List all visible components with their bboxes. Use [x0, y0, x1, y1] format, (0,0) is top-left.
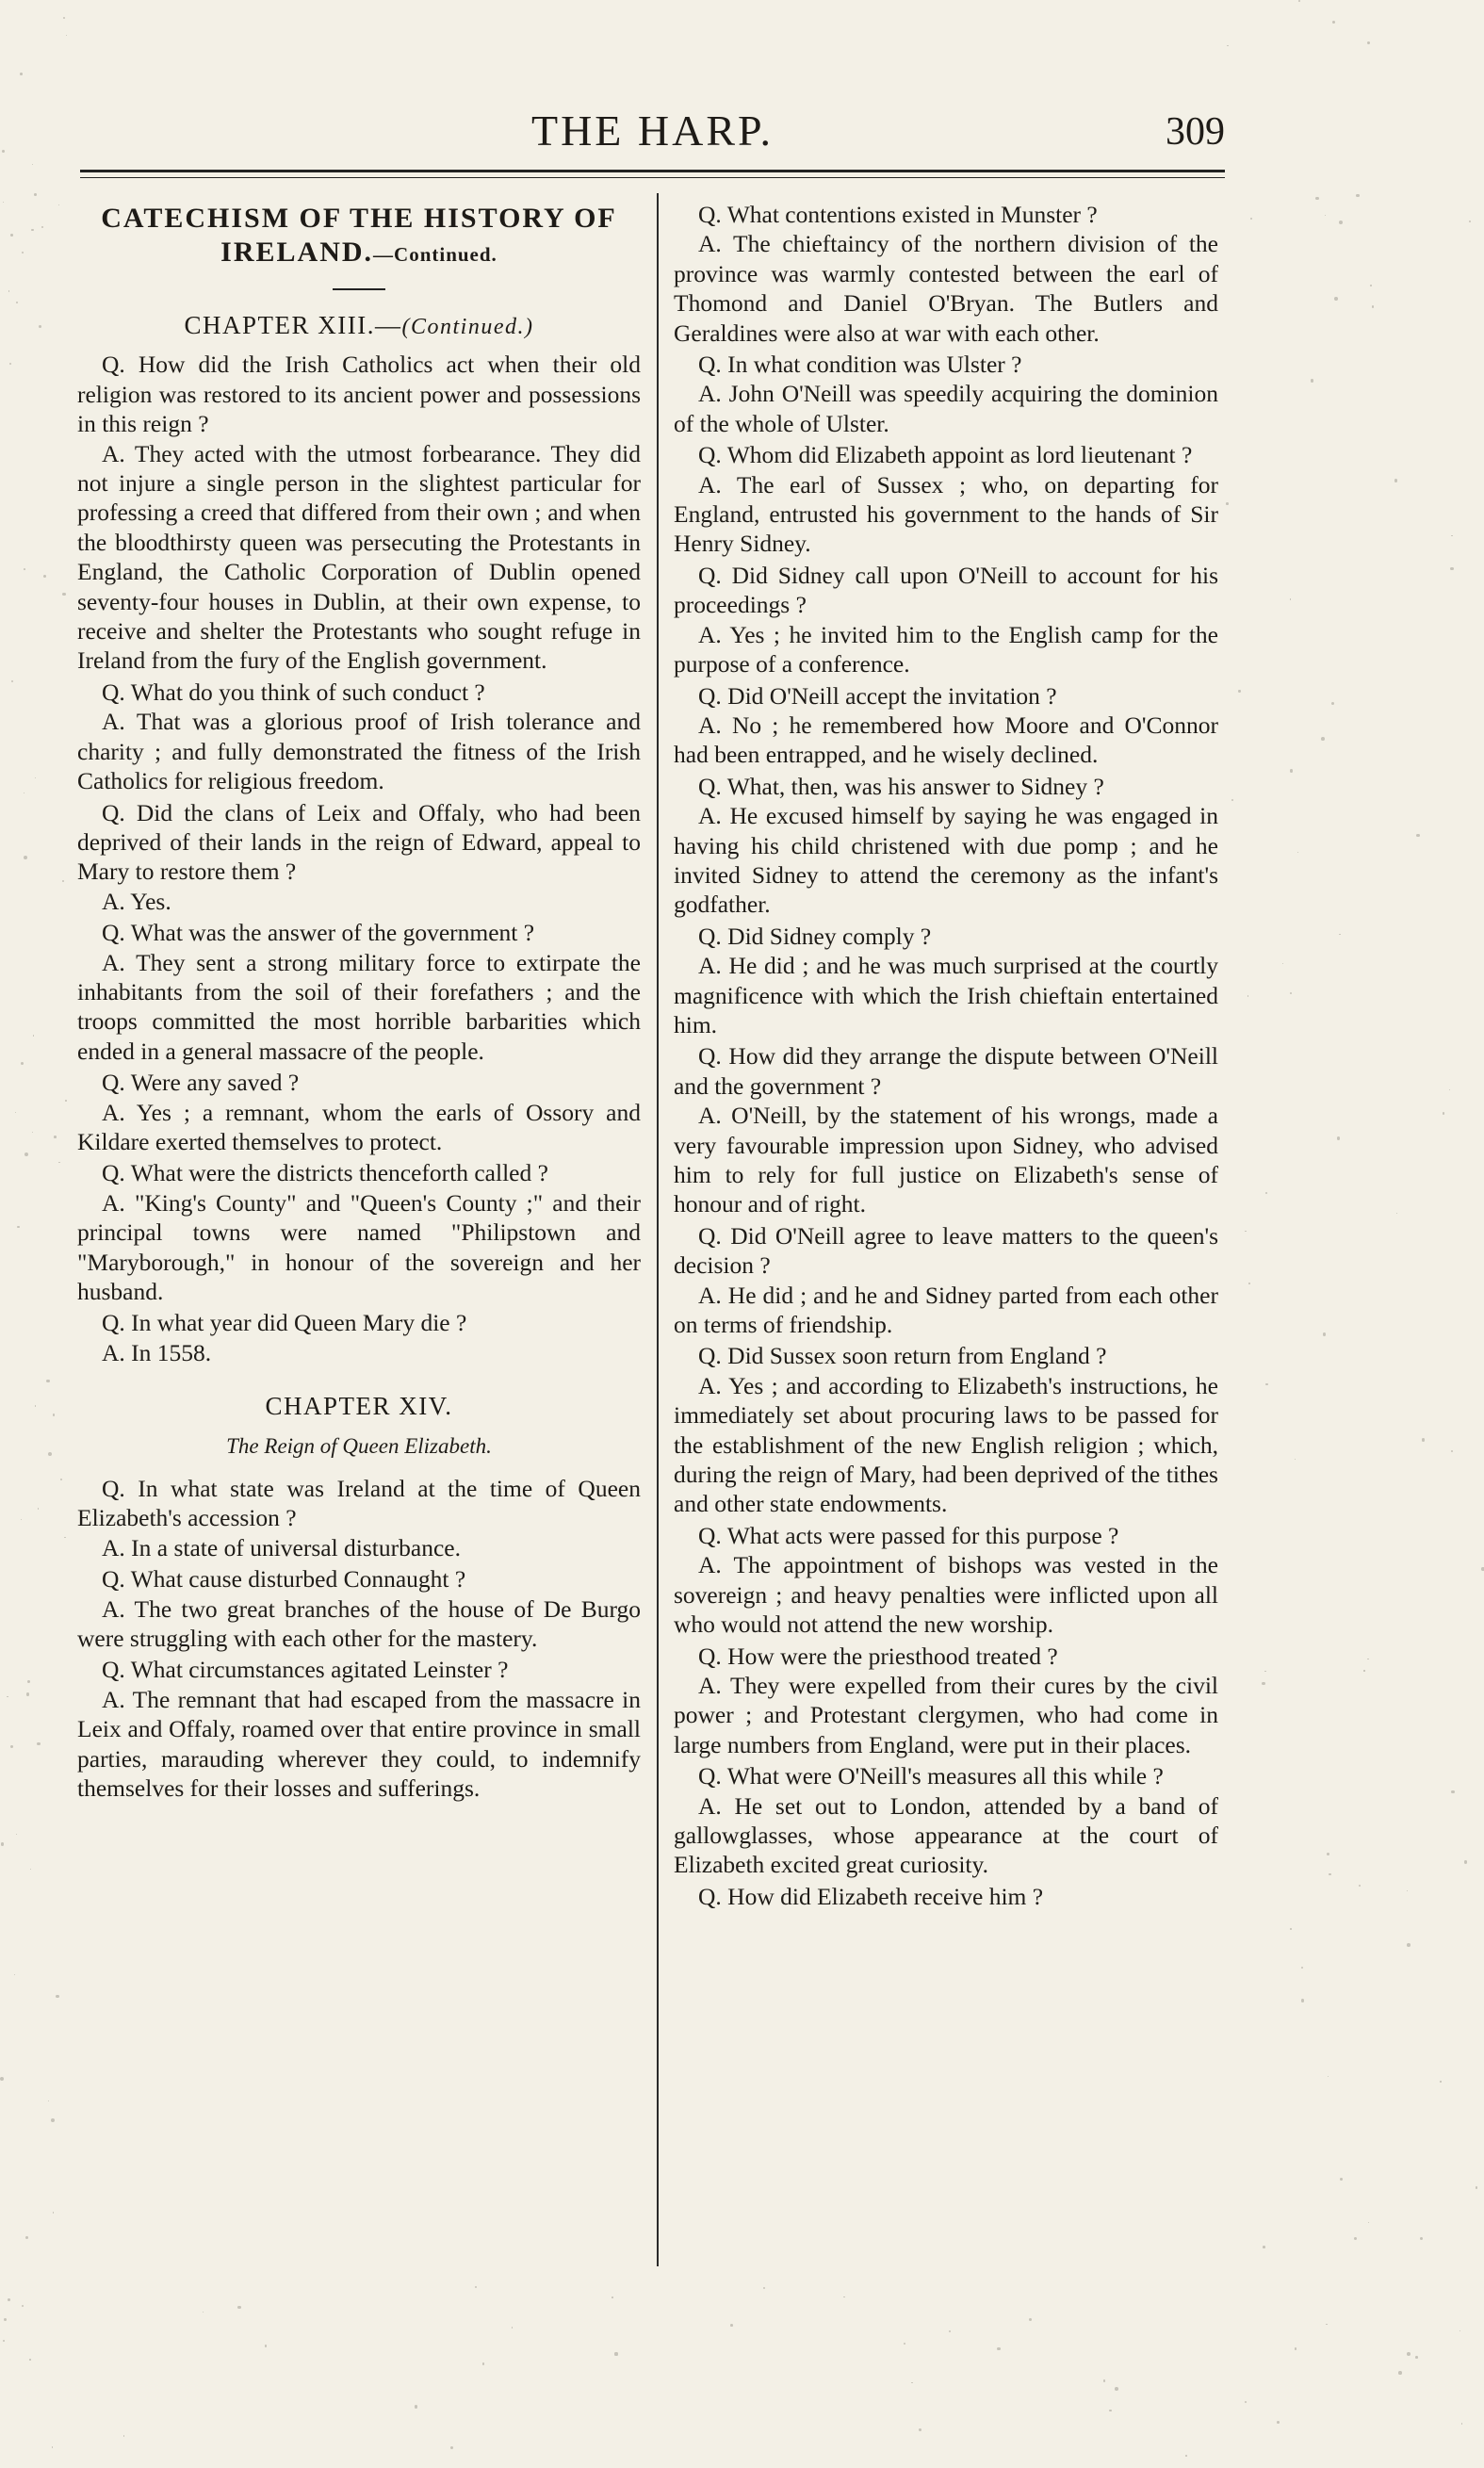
- answer-paragraph: A. Yes.: [102, 887, 171, 915]
- question-paragraph: Q. How were the priesthood treated ?: [698, 1642, 1058, 1670]
- speckle: [1329, 1873, 1331, 1876]
- speckle: [1245, 1231, 1247, 1233]
- answer-paragraph: A. That was a glorious proof of Irish tolerance and charity ; and fully demonstrated the fitness of the Irish Catholics for religious freedom.: [77, 708, 641, 795]
- speckle: [32, 1132, 33, 1133]
- speckle: [1476, 2186, 1477, 2188]
- speckle: [1451, 535, 1452, 536]
- question-paragraph: Q. In what condition was Ulster ?: [698, 351, 1022, 379]
- speckle: [1469, 221, 1471, 222]
- left-qa-list-2: [77, 1474, 641, 1803]
- speckle: [1238, 690, 1240, 692]
- speckle: [26, 1692, 29, 1695]
- speckle: [1407, 1890, 1408, 1891]
- speckle: [20, 73, 23, 75]
- speckle: [21, 1062, 24, 1066]
- speckle: [763, 2287, 765, 2289]
- column-divider: [657, 193, 659, 2266]
- question-paragraph: Q. Did O'Neill agree to leave matters to the queen's decision ?: [674, 1221, 1218, 1280]
- header-rule-thick: [80, 170, 1225, 172]
- answer-paragraph: A. Yes ; a remnant, whom the earls of Ossory and Kildare exerted themselves to protect.: [77, 1098, 641, 1155]
- speckle: [1328, 2076, 1329, 2077]
- speckle: [60, 1479, 62, 1480]
- question-paragraph: Q. What contentions existed in Munster ?: [698, 201, 1098, 228]
- speckle: [1248, 1283, 1250, 1284]
- speckle: [1323, 1332, 1327, 1336]
- speckle: [63, 17, 65, 19]
- speckle: [1290, 992, 1293, 995]
- speckle: [1227, 45, 1229, 47]
- question-paragraph: Q. What, then, was his answer to Sidney ?: [698, 772, 1104, 800]
- header-rule-thin: [80, 177, 1225, 178]
- article-title-line1: CATECHISM OF THE HISTORY OF: [101, 203, 617, 234]
- speckle: [1367, 41, 1370, 44]
- answer-paragraph: A. The remnant that had escaped from the massacre in Leix and Offaly, roamed over that entire province in small parties, marauding wherever they could, to indemnify themselves for their losses and sufferings.: [77, 1685, 641, 1803]
- question-paragraph: Q. How did Elizabeth receive him ?: [698, 1882, 1044, 1910]
- speckle: [1326, 2324, 1328, 2326]
- speckle: [2, 150, 5, 153]
- speckle: [33, 1035, 35, 1037]
- speckle: [1301, 1999, 1304, 2002]
- answer-paragraph: A. In 1558.: [102, 1338, 212, 1366]
- answer-paragraph: A. The chieftaincy of the northern division of the province was warmly contested between the earl of Thomond and Daniel O'Bryan. The Butlers and Geraldines were also at war with each other.: [674, 230, 1218, 347]
- speckle: [1315, 197, 1319, 201]
- speckle: [1282, 963, 1283, 964]
- speckle: [1226, 502, 1229, 505]
- speckle: [1363, 1670, 1364, 1671]
- speckle: [949, 2330, 951, 2332]
- speckle: [24, 568, 25, 570]
- chapter-14-subtitle: The Reign of Queen Elizabeth.: [226, 1433, 492, 1458]
- speckle: [10, 1745, 13, 1748]
- question-paragraph: Q. In what year did Queen Mary die ?: [102, 1309, 467, 1337]
- speckle: [1332, 21, 1335, 24]
- speckle: [1301, 1967, 1303, 1969]
- speckle: [51, 2118, 55, 2122]
- speckle: [1311, 379, 1313, 382]
- chapter-14-heading: CHAPTER XIV.: [265, 1392, 453, 1421]
- speckle: [1295, 1459, 1296, 1460]
- speckle: [1416, 834, 1420, 838]
- right-column: [674, 198, 1218, 2262]
- answer-paragraph: A. He did ; and he and Sidney parted from each other on terms of friendship.: [674, 1281, 1218, 1339]
- speckle: [34, 193, 37, 196]
- answer-paragraph: A. They acted with the utmost forbearance. They did not injure a single person in the slightest particular for professing a creed that differed from their own ; and when the bloodthirsty queen was persecuting the Protestants in England, the Catholic Corporation of Dublin opened seventy-four houses in Dublin, at their own expense, to receive and shelter the Protestants who sought refuge in Ireland from the fury of the English government.: [77, 439, 641, 675]
- question-paragraph: Q. Did Sussex soon return from England ?: [698, 1342, 1107, 1370]
- speckle: [39, 325, 41, 328]
- speckle: [1325, 215, 1326, 216]
- question-paragraph: Q. In what state was Ireland at the time of Queen Elizabeth's accession ?: [77, 1475, 641, 1532]
- chapter-13-title: CHAPTER XIII.—: [184, 311, 402, 339]
- speckle: [37, 1742, 40, 1745]
- speckle: [1295, 2347, 1297, 2350]
- speckle: [1263, 2246, 1265, 2248]
- speckle: [1290, 1928, 1292, 1930]
- speckle: [1354, 2237, 1357, 2240]
- speckle: [17, 1226, 20, 1229]
- speckle: [1337, 1136, 1341, 1140]
- left-qa-list: [77, 350, 641, 1367]
- running-head: [80, 106, 1225, 162]
- speckle: [7, 1696, 8, 1698]
- speckle: [46, 1380, 49, 1382]
- speckle: [31, 229, 33, 231]
- speckle: [41, 226, 43, 228]
- answer-paragraph: A. John O'Neill was speedily acquiring the dominion of the whole of Ulster.: [674, 380, 1218, 437]
- article-title-line2: IRELAND.: [220, 237, 374, 268]
- speckle: [1420, 2237, 1423, 2240]
- speckle: [415, 2405, 418, 2409]
- speckle: [54, 1136, 57, 1138]
- speckle: [1265, 1383, 1267, 1385]
- speckle: [1265, 1192, 1267, 1194]
- speckle: [475, 2286, 477, 2288]
- speckle: [35, 1405, 37, 1407]
- speckle: [25, 2236, 28, 2239]
- answer-paragraph: A. O'Neill, by the statement of his wrongs, made a very favourable impression upon Sidney, who advised him to rely for full justice on Elizabeth's sense of honour and of right.: [674, 1102, 1218, 1218]
- speckle: [1407, 2352, 1411, 2356]
- speckle: [9, 363, 11, 365]
- answer-paragraph: A. Yes ; and according to Elizabeth's instructions, he immediately set about procuring laws to be passed for the establishment of the new English religion ; which, during the reign of Mary, had been deprived of the tithes and other state endowments.: [674, 1371, 1218, 1518]
- question-paragraph: Q. Did O'Neill accept the invitation ?: [698, 681, 1057, 710]
- article-continued: —Continued.: [373, 243, 497, 266]
- speckle: [1440, 2081, 1441, 2082]
- question-paragraph: Q. Did Sidney call upon O'Neill to account for his proceedings ?: [674, 561, 1218, 619]
- answer-paragraph: A. The two great branches of the house of De Burgo were struggling with each other for the mastery.: [77, 1594, 641, 1653]
- speckle: [1443, 1112, 1444, 1114]
- speckle: [29, 2359, 31, 2361]
- speckle: [1029, 2318, 1032, 2321]
- speckle: [1451, 1450, 1453, 1452]
- speckle: [1464, 1860, 1468, 1864]
- speckle: [1334, 297, 1338, 301]
- speckle: [8, 290, 10, 292]
- speckle: [512, 2327, 514, 2329]
- speckle: [1359, 1885, 1361, 1887]
- answer-paragraph: A. They sent a strong military force to extirpate the inhabitants from the soil of their forefathers ; and the troops committed the most horrible barbarities which ended in a general massacre of the people.: [77, 948, 641, 1065]
- speckle: [1407, 1943, 1411, 1947]
- speckle: [1109, 2410, 1112, 2412]
- answer-paragraph: A. Yes ; he invited him to the English camp for the purpose of a conference.: [674, 620, 1218, 678]
- speckle: [48, 2100, 49, 2101]
- speckle: [1356, 194, 1360, 198]
- speckle: [1331, 702, 1334, 705]
- speckle: [1372, 305, 1374, 307]
- speckle: [11, 680, 13, 682]
- article-title: [77, 202, 641, 271]
- speckle: [66, 35, 67, 36]
- speckle: [1297, 852, 1299, 854]
- speckle: [1, 1842, 5, 1846]
- speckle: [1422, 1438, 1425, 1441]
- speckle: [16, 1834, 17, 1835]
- chapter-13-continued: (Continued.): [401, 315, 534, 339]
- speckle: [1451, 1790, 1454, 1793]
- speckle: [203, 2312, 204, 2313]
- answer-paragraph: A. He set out to London, attended by a band of gallowglasses, whose appearance at the court of Elizabeth excited great curiosity.: [674, 1791, 1218, 1879]
- speckle: [1461, 2423, 1463, 2425]
- speckle: [1245, 2401, 1248, 2404]
- running-title: THE HARP.: [530, 106, 775, 155]
- speckle: [904, 2343, 905, 2345]
- answer-paragraph: A. No ; he remembered how Moore and O'Connor had been entrapped, and he wisely declined.: [674, 711, 1218, 769]
- speckle: [53, 1414, 56, 1416]
- speckle: [997, 2347, 1000, 2350]
- speckle: [1231, 799, 1233, 801]
- answer-paragraph: A. The appointment of bishops was vested in the sovereign ; and heavy penalties were inflicted upon all who would not attend the new worship.: [674, 1551, 1218, 1639]
- speckle: [8, 2298, 10, 2301]
- speckle: [58, 204, 59, 205]
- question-paragraph: Q. What circumstances agitated Leinster ?: [102, 1656, 509, 1684]
- speckle: [1450, 567, 1453, 570]
- question-paragraph: Q. Did the clans of Leix and Offaly, who had been deprived of their lands in the reign of Edward, appeal to Mary to restore them ?: [77, 798, 641, 886]
- speckle: [3, 202, 4, 203]
- speckle: [1298, 0, 1300, 2]
- speckle: [1321, 737, 1325, 741]
- speckle: [1339, 221, 1343, 224]
- speckle: [14, 1974, 15, 1975]
- question-paragraph: Q. What were the districts thenceforth called ?: [102, 1159, 548, 1187]
- title-rule: [333, 288, 385, 290]
- speckle: [450, 2446, 453, 2449]
- speckle: [482, 2362, 484, 2364]
- speckle: [265, 2345, 267, 2346]
- answer-paragraph: A. In a state of universal disturbance.: [102, 1533, 461, 1561]
- article-title-line2-wrap: [77, 236, 641, 271]
- speckle: [27, 1680, 30, 1683]
- question-paragraph: Q. How did the Irish Catholics act when their old religion was restored to its ancient power and possessions in this reign ?: [77, 351, 641, 438]
- speckle: [64, 1537, 66, 1539]
- speckle: [38, 1508, 39, 1509]
- page-number: 309: [1166, 110, 1225, 154]
- right-qa-list: [674, 200, 1218, 1911]
- speckle: [1398, 2371, 1402, 2375]
- speckle: [3, 2340, 5, 2342]
- speckle: [65, 1100, 67, 1102]
- speckle: [1250, 218, 1252, 220]
- left-column: [77, 198, 641, 2262]
- speckle: [730, 2324, 733, 2327]
- answer-paragraph: A. He did ; and he was much surprised at the courtly magnificence with which the Irish chieftain entertained him.: [674, 952, 1218, 1038]
- speckle: [1339, 934, 1340, 935]
- speckle: [24, 1152, 28, 1156]
- speckle: [62, 593, 65, 596]
- answer-paragraph: A. "King's County" and "Queen's County ;" and their principal towns were named "Philipstown and "Maryborough," in honour of the sovereign and her husband.: [77, 1188, 641, 1305]
- speckle: [1368, 2222, 1369, 2223]
- speckle: [612, 2296, 613, 2298]
- speckle: [1394, 479, 1397, 482]
- speckle: [10, 234, 13, 237]
- answer-paragraph: A. The earl of Sussex ; who, on departing for England, entrusted his government to the hands of Sir Henry Sidney.: [674, 470, 1218, 558]
- speckle: [1370, 285, 1372, 286]
- speckle: [1327, 1853, 1329, 1855]
- speckle: [48, 1452, 52, 1456]
- speckle: [35, 777, 36, 778]
- speckle: [1367, 1659, 1369, 1660]
- speckle: [0, 2077, 4, 2081]
- speckle: [1396, 1213, 1397, 1214]
- speckle: [1340, 2178, 1343, 2181]
- speckle: [1262, 1682, 1264, 1685]
- speckle: [1449, 1089, 1450, 1090]
- question-paragraph: Q. Were any saved ?: [102, 1069, 300, 1097]
- speckle: [1290, 598, 1291, 599]
- speckle: [52, 2446, 53, 2447]
- question-paragraph: Q. What was the answer of the government ?: [102, 919, 535, 947]
- question-paragraph: Q. Whom did Elizabeth appoint as lord lieutenant ?: [698, 441, 1193, 469]
- speckle: [843, 2296, 844, 2297]
- speckle: [21, 1519, 22, 1520]
- speckle: [58, 1162, 60, 1164]
- speckle: [1277, 2421, 1280, 2424]
- speckle: [911, 2382, 912, 2383]
- question-paragraph: Q. What were O'Neill's measures all this while ?: [698, 1762, 1164, 1790]
- question-paragraph: Q. What cause disturbed Connaught ?: [102, 1565, 466, 1594]
- speckle: [1115, 2387, 1118, 2391]
- speckle: [1415, 2356, 1418, 2359]
- question-paragraph: Q. How did they arrange the dispute between O'Neill and the government ?: [674, 1042, 1218, 1100]
- speckle: [30, 1869, 31, 1870]
- speckle: [237, 2306, 240, 2309]
- speckle: [1103, 2379, 1106, 2382]
- speckle: [32, 164, 33, 165]
- speckle: [1290, 769, 1294, 773]
- speckle: [62, 880, 64, 882]
- speckle: [1185, 2455, 1187, 2457]
- speckle: [1264, 1671, 1266, 1673]
- speckle: [22, 252, 24, 253]
- question-paragraph: Q. What acts were passed for this purpose ?: [698, 1521, 1119, 1549]
- speckle: [123, 2435, 124, 2436]
- question-paragraph: Q. Did Sidney comply ?: [698, 922, 932, 950]
- speckle: [15, 1112, 16, 1113]
- question-paragraph: Q. What do you think of such conduct ?: [102, 678, 485, 706]
- chapter-13-heading: [77, 311, 641, 342]
- speckle: [4, 2318, 8, 2322]
- speckle: [24, 856, 27, 859]
- speckle: [614, 2352, 617, 2355]
- speckle: [56, 1995, 58, 1998]
- speckle: [919, 2428, 921, 2431]
- answer-paragraph: A. He excused himself by saying he was engaged in having his child christened with due pomp ; and he invited Sidney to attend the ceremony as the infant's godfather.: [674, 802, 1218, 919]
- speckle: [53, 2212, 55, 2214]
- speckle: [43, 575, 46, 578]
- speckle: [16, 302, 18, 303]
- speckle: [22, 2305, 24, 2307]
- answer-paragraph: A. They were expelled from their cures by the civil power ; and Protestant clergymen, who had come in large numbers from England, were put in their places.: [674, 1671, 1218, 1758]
